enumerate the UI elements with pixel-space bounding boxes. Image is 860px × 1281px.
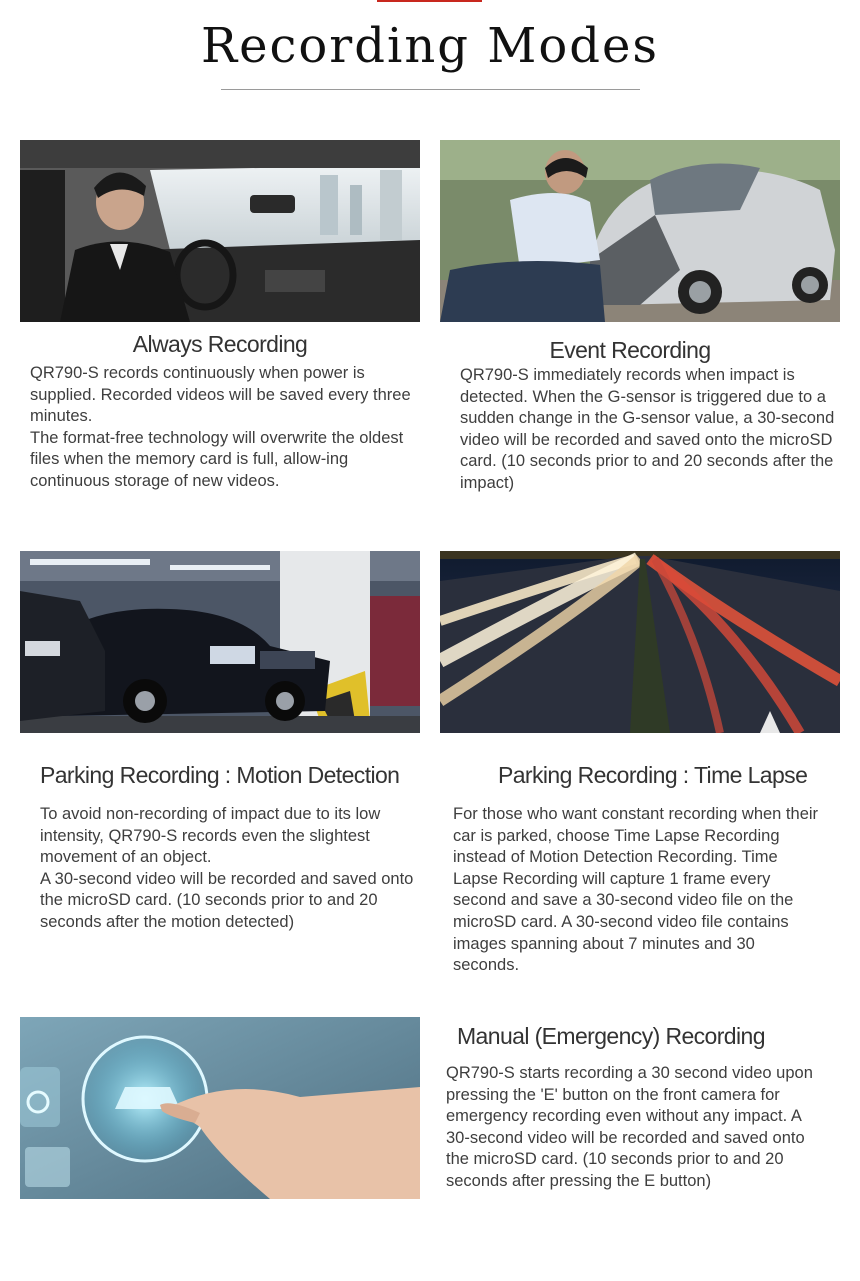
crash-photo (440, 140, 840, 322)
highway-timelapse-photo (440, 551, 840, 733)
driver-photo (20, 140, 420, 322)
section-title-manual-emergency: Manual (Emergency) Recording (457, 1023, 765, 1049)
title-divider (221, 89, 640, 90)
emergency-touch-photo (20, 1017, 420, 1199)
section-body-time-lapse (453, 804, 825, 977)
section-body-motion-detection (40, 804, 425, 934)
section-paragraph: A 30-second video will be recorded and saved onto the microSD card. (10 seconds prior to and 20 seconds after the motion detected) (40, 869, 414, 931)
section-body-always-recording (30, 363, 415, 493)
section-paragraph: QR790-S starts recording a 30 second video upon pressing the 'E' button on the front camera for emergency recording even without any impact. A 30-second video will be recorded and saved onto the microSD card. (10 seconds prior to and 20 seconds after pressing the E button) (446, 1064, 813, 1190)
section-paragraph: QR790-S records continuously when power is supplied. Recorded videos will be saved every three minutes. (30, 364, 411, 426)
section-paragraph: The format-free technology will overwrite the oldest files when the memory card is full, allow-ing continuous storage of new videos. (30, 428, 404, 490)
section-body-manual-emergency (446, 1063, 826, 1193)
top-accent-bar (377, 0, 482, 2)
section-paragraph: For those who want constant recording when their car is parked, choose Time Lapse Recording instead of Motion Detection Recording. Time Lapse Recording will capture 1 frame every second and save a 30-second video file on the microSD card. A 30-second video file contains images spanning about 7 minutes and 30 seconds. (453, 805, 819, 975)
section-title-motion-detection: Parking Recording : Motion Detection (40, 762, 400, 788)
section-body-event-recording (460, 365, 845, 495)
section-paragraph: To avoid non-recording of impact due to its low intensity, QR790-S records even the slightest movement of an object. (40, 805, 381, 867)
section-paragraph: QR790-S immediately records when impact is detected. When the G-sensor is triggered due to a sudden change in the G-sensor value, a 30-second video will be recorded and saved onto the microSD card. (10 seconds prior to and 20 seconds after the impact) (460, 366, 835, 492)
section-title-time-lapse: Parking Recording : Time Lapse (498, 762, 808, 788)
parking-garage-photo (20, 551, 420, 733)
section-title-event-recording: Event Recording (549, 337, 711, 363)
page-title: Recording Modes (200, 18, 660, 74)
section-title-always-recording: Always Recording (132, 331, 308, 357)
